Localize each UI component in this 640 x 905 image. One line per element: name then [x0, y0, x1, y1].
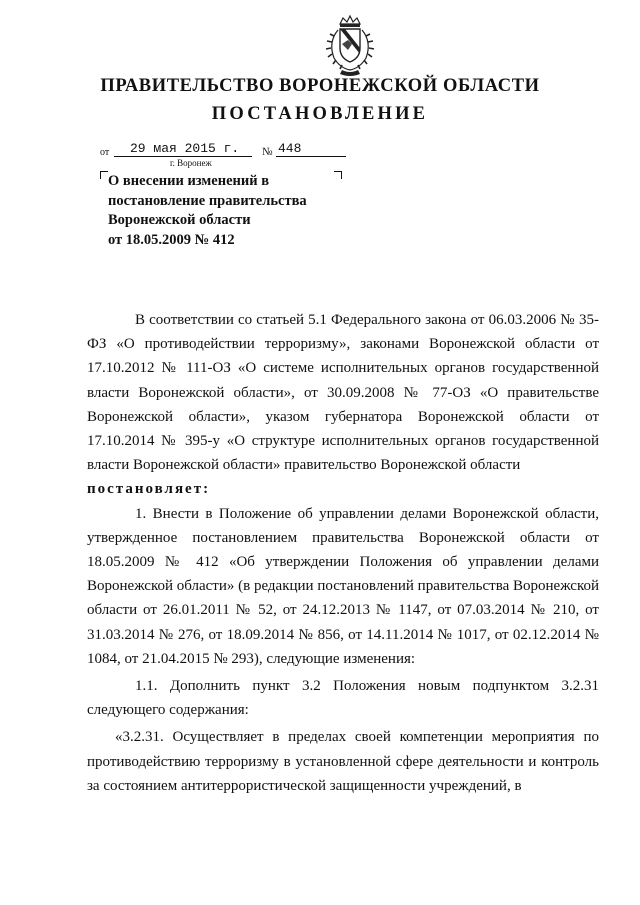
- document-type: ПОСТАНОВЛЕНИЕ: [211, 104, 429, 124]
- number-underline: [276, 156, 346, 157]
- coat-of-arms-icon: [318, 14, 382, 78]
- subject-bracket-left: [100, 171, 108, 179]
- preamble-paragraph: В соответствии со статьей 5.1 Федерального закона от 06.03.2006 № 35-ФЗ «О противодействии терроризму», законами Воронежской области от 17.10.2012 № 111-ОЗ «О системе исполнительных органов государственной власти Воронежской области», от 30.09.2008 № 77-ОЗ «О правительстве Воронежской области», указом губернатора Воронежской области от 17.10.2014 № 395-у «О структуре исполнительных органов государственной власти Воронежской области» правительство Воронежской области: [87, 312, 599, 474]
- item-1-1-paragraph: 1.1. Дополнить пункт 3.2 Положения новым подпунктом 3.2.31 следующего содержания:: [87, 678, 599, 719]
- date-underline: [114, 156, 252, 157]
- document-body: [87, 308, 599, 798]
- date-number-row: [100, 140, 360, 160]
- item-3-2-31-paragraph: «3.2.31. Осуществляет в пределах своей компетенции мероприятия по противодействию терроризму в установленной сфере деятельности и контроль за состоянием антитеррористической защищенности учреждений, в: [87, 729, 599, 794]
- item-1-paragraph: 1. Внести в Положение об управлении делами Воронежской области, утвержденное постановлением правительства Воронежской области от 18.05.2009 № 412 «Об утверждении Положения об управлении делами Воронежской области» (в редакции постановлений правительства Воронежской области от 26.01.2011 № 52, от 24.12.2013 № 1147, от 07.03.2014 № 210, от 31.03.2014 № 276, от 18.09.2014 № 856, от 14.11.2014 № 1017, от 02.12.2014 № 1084, от 21.04.2015 № 293), следующие изменения:: [87, 505, 600, 667]
- city-label: г. Воронеж: [170, 158, 212, 168]
- document-number: 448: [278, 141, 302, 156]
- resolves-word: постановляет: [87, 481, 204, 498]
- resolves-line: [87, 477, 599, 501]
- document-date: 29 мая 2015 г.: [130, 141, 240, 156]
- resolves-colon: :: [203, 481, 211, 498]
- document-subject: [108, 172, 348, 250]
- number-prefix: №: [262, 146, 273, 158]
- subject-line: постановление правительства: [108, 192, 307, 209]
- date-prefix: от: [100, 147, 110, 158]
- subject-line: Воронежской области: [108, 212, 251, 228]
- government-title: ПРАВИТЕЛЬСТВО ВОРОНЕЖСКОЙ ОБЛАСТИ: [100, 76, 540, 96]
- subject-line: от 18.05.2009 № 412: [108, 231, 235, 248]
- subject-line: О внесении изменений в: [108, 173, 270, 189]
